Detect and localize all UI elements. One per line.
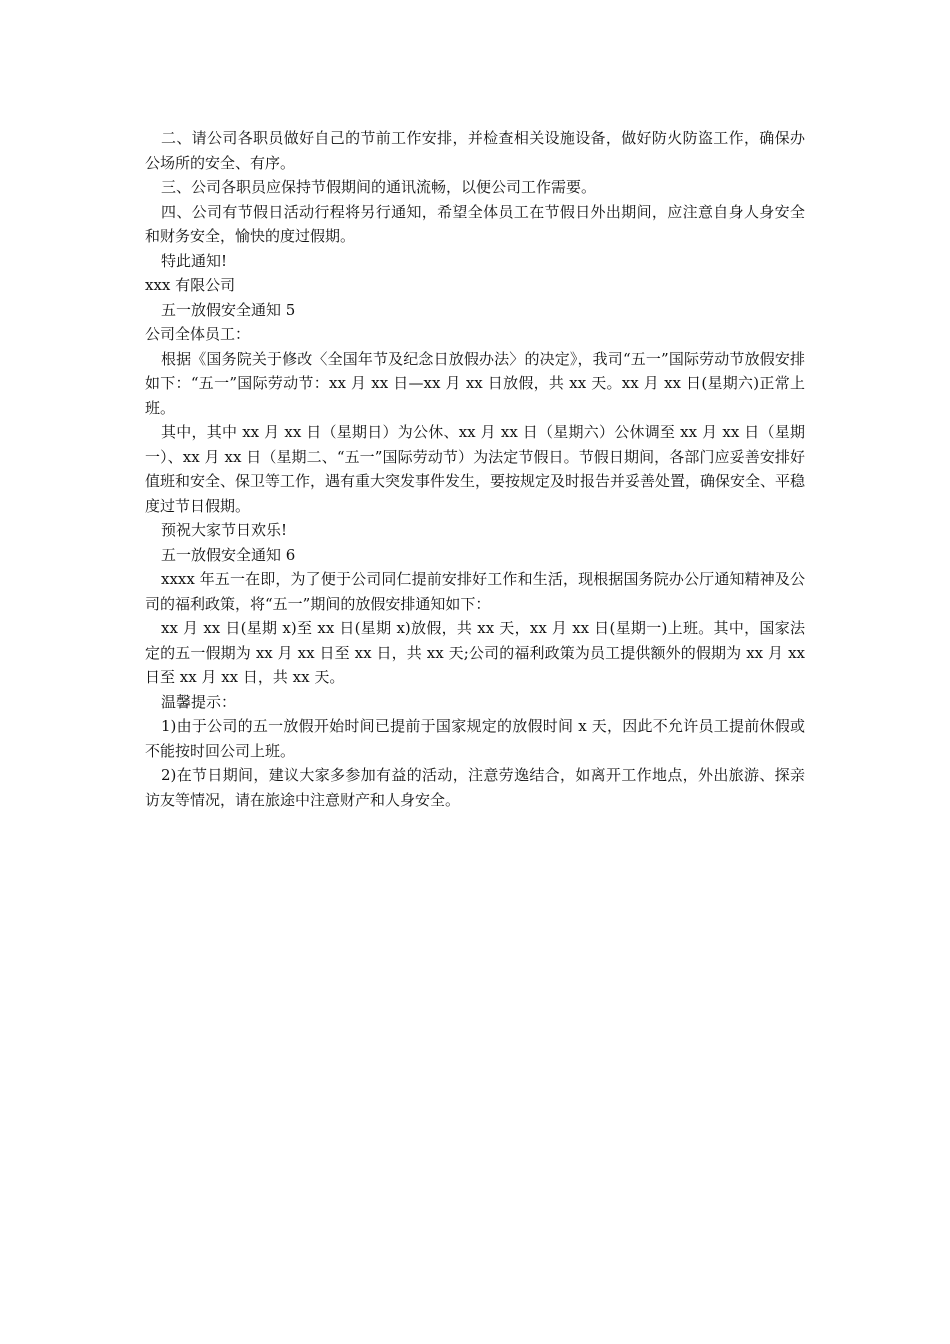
paragraph-intro-6: xxxx 年五一在即，为了便于公司同仁提前安排好工作和生活，现根据国务院办公厅通知精神及公司的福利政策，将“五一”期间的放假安排通知如下： [145,570,805,613]
paragraph-holiday-arrangement: 根据《国务院关于修改〈全国年节及纪念日放假办法〉的决定》，我司“五一”国际劳动节放假安排如下：“五一”国际劳动节：xx 月 xx 日—xx 月 xx 日放假，共 xx 天。xx 月 xx 日(星期六)正常上班。 [145,349,805,417]
document-body [145,126,805,812]
closing-notice: 特此通知! [161,251,228,270]
paragraph-item-3: 三、公司各职员应保持节假期间的通讯流畅，以便公司工作需要。 [161,178,597,196]
tip-item-2: 2)在节日期间，建议大家多参加有益的活动，注意劳逸结合，如离开工作地点，外出旅游、探亲访友等情况，请在旅途中注意财产和人身安全。 [145,766,805,809]
paragraph-schedule-6: xx 月 xx 日(星期 x)至 xx 日(星期 x)放假，共 xx 天，xx 月 xx 日(星期一)上班。其中，国家法定的五一假期为 xx 月 xx 日至 xx 日，共 xx 天;公司的福利政策为员工提供额外的假期为 xx 月 xx 日至 xx 月 xx 日，共 xx 天。 [145,619,805,686]
section-heading-6: 五一放假安全通知 6 [161,545,296,564]
paragraph-item-4: 四、公司有节假日活动行程将另行通知，希望全体员工在节假日外出期间，应注意自身人身安全和财务安全，愉快的度过假期。 [145,202,805,245]
company-signature: xxx 有限公司 [145,276,236,294]
section-heading-5: 五一放假安全通知 5 [161,300,296,319]
tip-item-1: 1)由于公司的五一放假开始时间已提前于国家规定的放假时间 x 天，因此不允许员工提前休假或不能按时回公司上班。 [145,717,805,760]
paragraph-item-2: 二、请公司各职员做好自己的节前工作安排，并检查相关设施设备，做好防火防盗工作，确保办公场所的安全、有序。 [145,129,805,172]
greeting-line: 预祝大家节日欢乐! [161,521,288,539]
tips-heading: 温馨提示： [161,692,237,711]
salutation: 公司全体员工： [145,325,251,343]
paragraph-holiday-details: 其中，其中 xx 月 xx 日（星期日）为公休、xx 月 xx 日（星期六）公休调至 xx 月 xx 日（星期一）、xx 月 xx 日（星期二、“五一”国际劳动节）为法定节假日。节假日期间，各部门应妥善安排好值班和安全、保卫等工作，遇有重大突发事件发生，要按规定及时报告并妥善处置，确保安全、平稳度过节日假期。 [145,423,806,515]
